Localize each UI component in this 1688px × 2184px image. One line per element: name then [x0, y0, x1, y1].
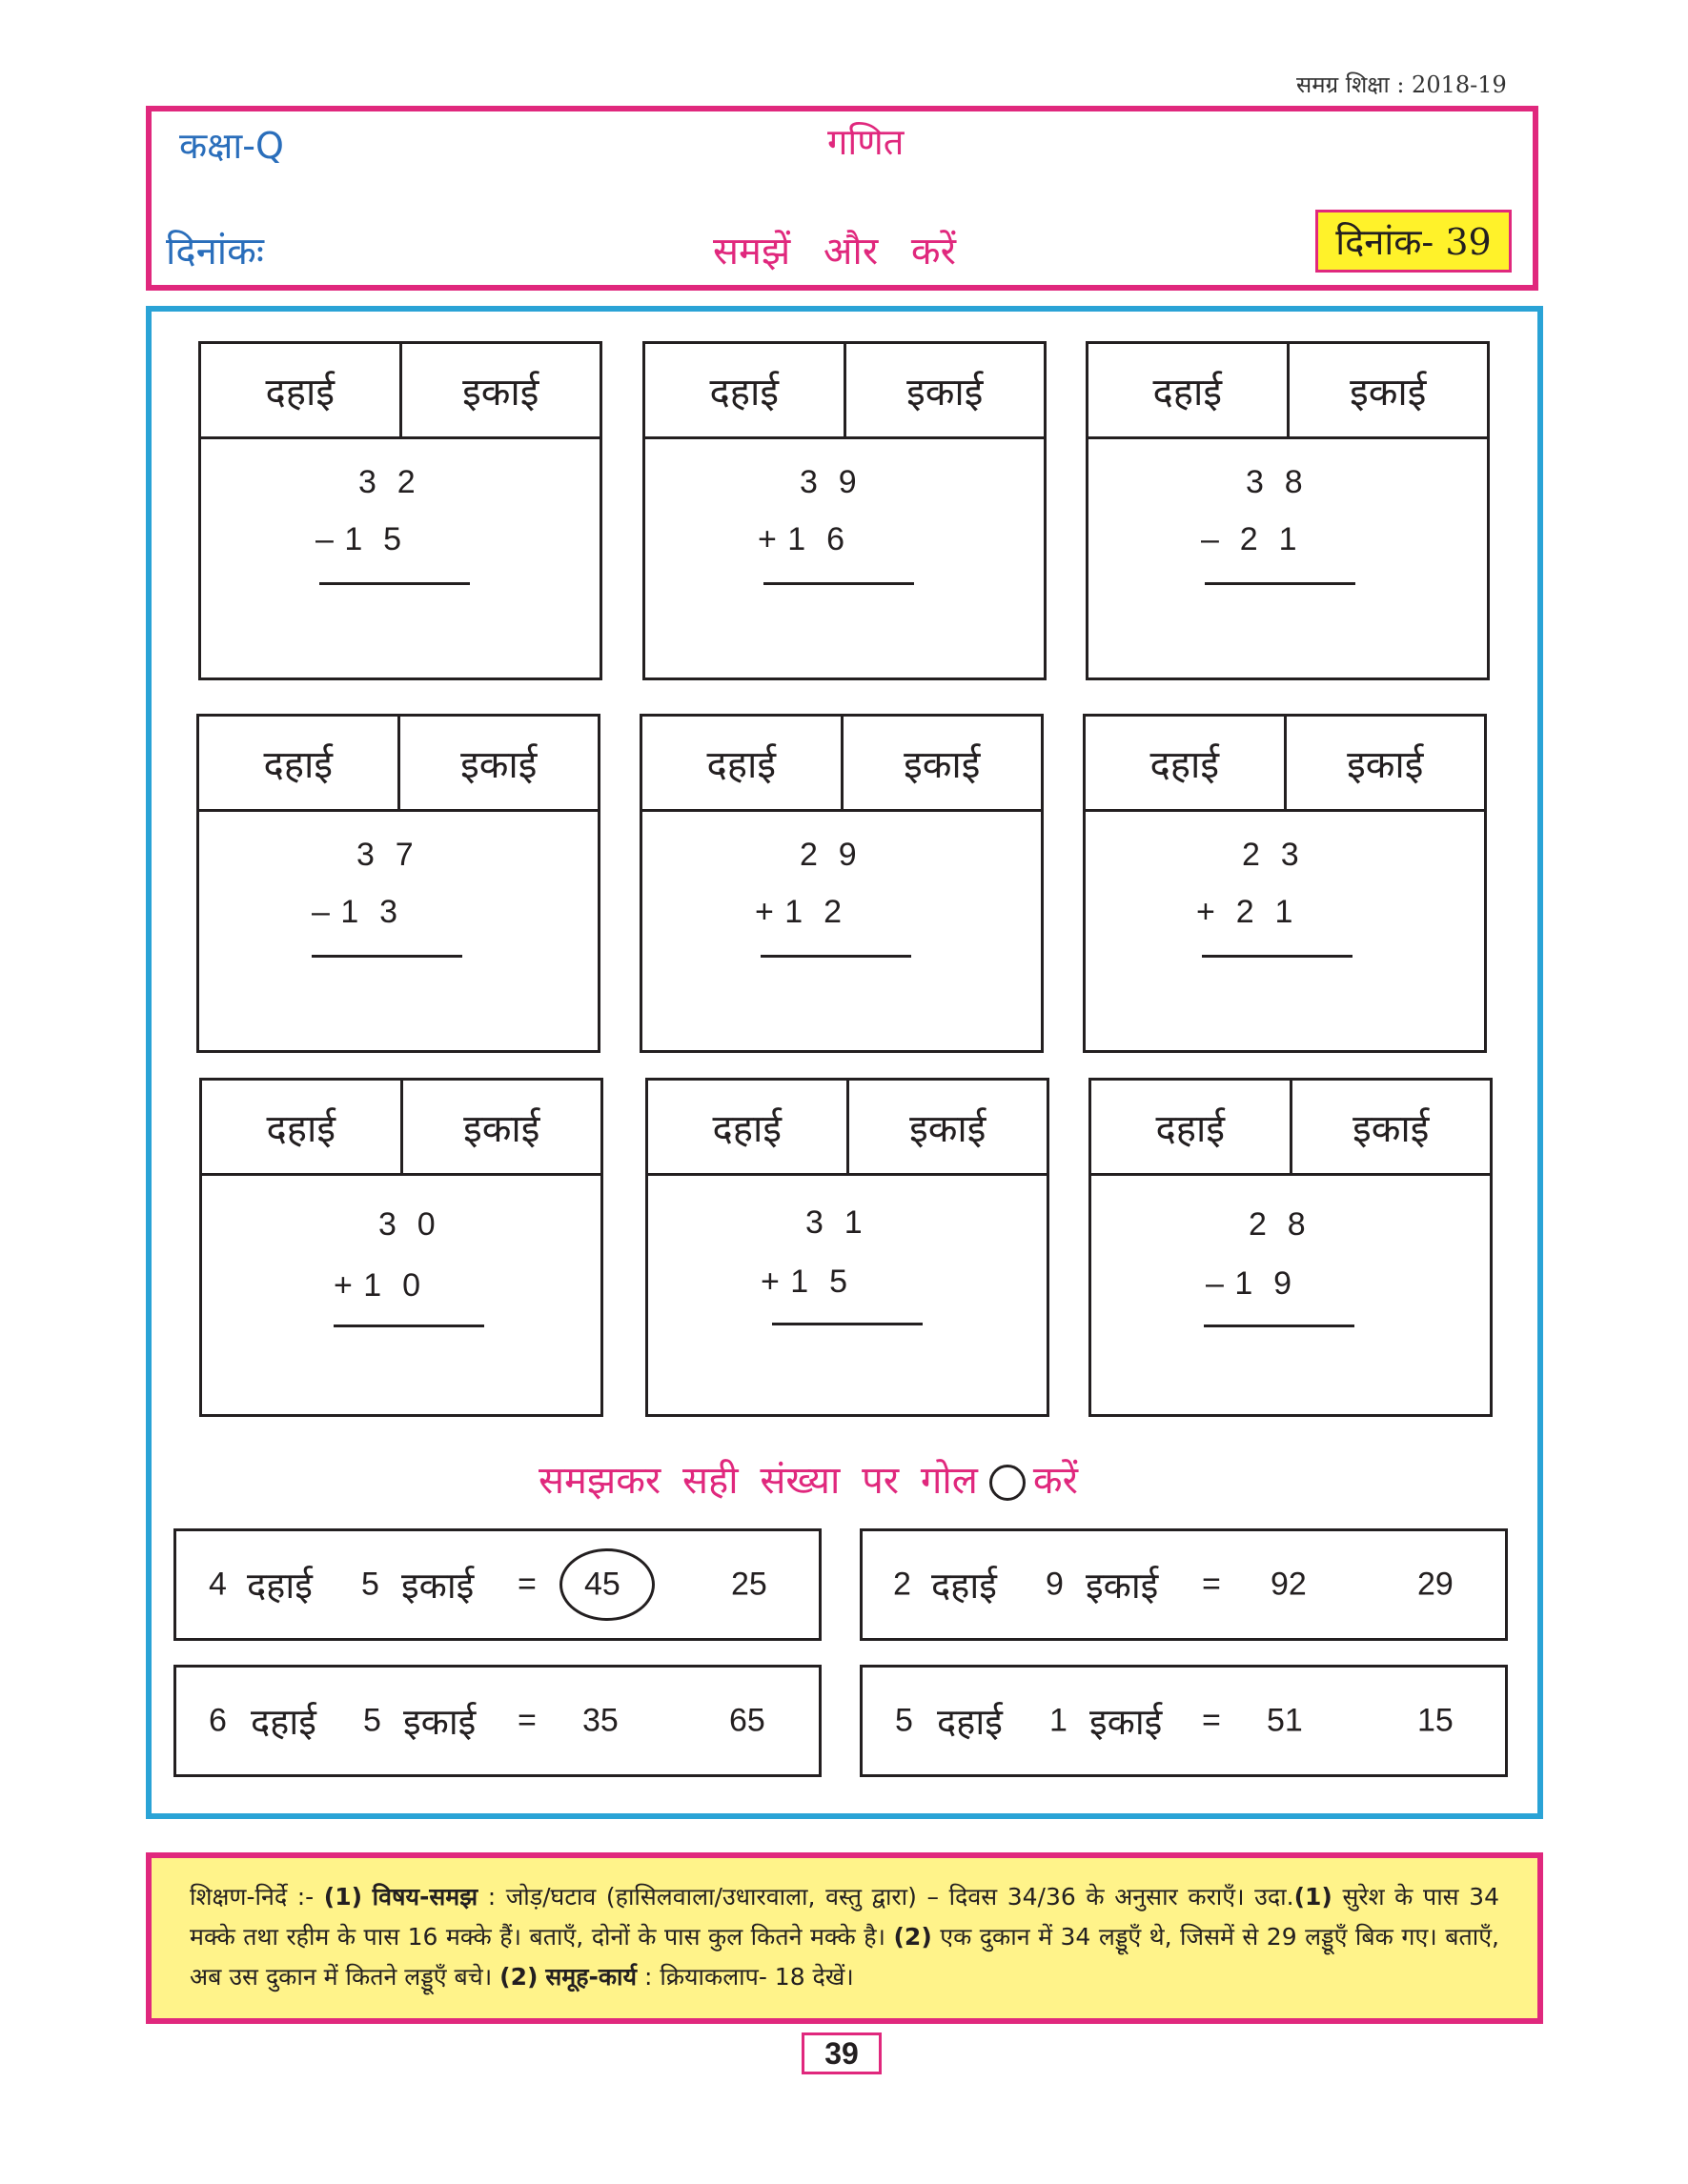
ones-word: इकाई: [403, 1701, 477, 1743]
ones-number: 5: [363, 1702, 381, 1739]
problem-box: [198, 341, 602, 680]
circle-icon: [989, 1465, 1026, 1501]
problem-box: [642, 341, 1047, 680]
place-value-header: [1086, 717, 1484, 812]
equals-sign: =: [1202, 1566, 1221, 1603]
answer-line: [763, 582, 914, 585]
tens-number: 2: [893, 1566, 911, 1603]
instruction-suffix: करें: [1032, 1459, 1078, 1503]
tens-header: दहाई: [201, 344, 402, 436]
answer-option-2[interactable]: 25: [731, 1566, 767, 1603]
place-value-header: [201, 344, 600, 439]
problem-top-number: 3 7: [356, 837, 415, 873]
problem-top-number: 3 0: [378, 1206, 437, 1243]
problem-top-number: 2 3: [1242, 837, 1300, 873]
answer-line: [319, 582, 470, 585]
subject-title: गणित: [827, 121, 905, 163]
note-example-number: (1): [1293, 1883, 1332, 1911]
tens-number: 4: [209, 1566, 227, 1603]
note-point-text: : क्रियाकलाप- 18 देखें।: [643, 1963, 854, 1991]
ones-number: 9: [1046, 1566, 1064, 1603]
date-label: दिनांकः: [166, 230, 264, 273]
tens-word: दहाई: [931, 1565, 997, 1607]
series-label: समग्र शिक्षा : 2018-19: [1296, 71, 1507, 98]
answer-option-1[interactable]: 45: [584, 1566, 620, 1603]
place-value-header: [648, 1081, 1047, 1176]
equals-sign: =: [1202, 1702, 1221, 1739]
circle-question: [860, 1665, 1508, 1777]
place-value-header: [199, 717, 598, 812]
answer-line: [1204, 1325, 1354, 1327]
problem-box: [645, 1078, 1049, 1417]
problem-operand: – 1 5: [315, 521, 403, 557]
note-point-number: (2): [893, 1923, 932, 1951]
tens-header: दहाई: [1091, 1081, 1292, 1173]
ones-header: इकाई: [1350, 371, 1427, 415]
answer-option-2[interactable]: 15: [1417, 1702, 1454, 1739]
problem-box: [640, 714, 1044, 1053]
note-point-title: विषय-समझ: [372, 1883, 478, 1911]
answer-line: [1202, 955, 1352, 958]
note-point-number: (1): [323, 1883, 363, 1911]
problem-top-number: 2 8: [1249, 1206, 1307, 1243]
problem-operand: – 1 3: [312, 894, 399, 930]
problem-operand: + 1 2: [755, 894, 844, 930]
problem-operand: – 1 9: [1206, 1265, 1293, 1302]
ones-header: इकाई: [1352, 1107, 1430, 1151]
problem-top-number: 3 2: [358, 464, 417, 500]
tens-header: दहाई: [1086, 717, 1287, 809]
tens-header: दहाई: [202, 1081, 403, 1173]
problem-box: [1086, 341, 1490, 680]
answer-option-1[interactable]: 51: [1267, 1702, 1303, 1739]
ones-word: इकाई: [1089, 1701, 1163, 1743]
equals-sign: =: [518, 1566, 537, 1603]
note-example-text: सुरेश के पास 34 मक्के तथा रहीम के पास 16 मक्के हैं। बताएँ, दोनों के पास कुल कितने मक्के है।: [190, 1883, 1499, 1951]
tens-header: दहाई: [1088, 344, 1290, 436]
instruction-heading: [539, 1452, 1078, 1505]
day-badge: दिनांक- 39: [1315, 210, 1512, 273]
problem-operand: + 1 0: [334, 1267, 422, 1304]
place-value-header: [642, 717, 1041, 812]
problem-top-number: 3 1: [805, 1204, 864, 1241]
note-point-number: (2): [499, 1963, 539, 1991]
ones-header: इकाई: [909, 1107, 986, 1151]
tens-header: दहाई: [642, 717, 844, 809]
answer-line: [772, 1323, 923, 1325]
problem-top-number: 2 9: [800, 837, 858, 873]
circle-question: [173, 1665, 822, 1777]
note-example-text: एक दुकान में 34 लड्डूएँ थे, जिसमें से 29 लड्डूएँ बिक गए। बताएँ, अब उस दुकान में कितने लड्डूएँ बचे।: [190, 1923, 1500, 1991]
ones-header: इकाई: [904, 743, 981, 787]
problem-box: [1083, 714, 1487, 1053]
note-label: शिक्षण-निर्दे :-: [190, 1883, 315, 1911]
answer-line: [761, 955, 911, 958]
problem-box: [199, 1078, 603, 1417]
problem-box: [196, 714, 600, 1053]
note-point-title: समूह-कार्य: [545, 1963, 638, 1991]
answer-line: [312, 955, 462, 958]
ones-header: इकाई: [463, 1107, 540, 1151]
problem-box: [1088, 1078, 1493, 1417]
tens-word: दहाई: [937, 1701, 1003, 1743]
ones-header: इकाई: [906, 371, 984, 415]
answer-option-1[interactable]: 35: [582, 1702, 619, 1739]
circle-question: [860, 1528, 1508, 1641]
problem-operand: – 2 1: [1201, 521, 1298, 557]
ones-header: इकाई: [1347, 743, 1424, 787]
ones-number: 1: [1049, 1702, 1068, 1739]
answer-line: [334, 1325, 484, 1327]
place-value-header: [1091, 1081, 1490, 1176]
place-value-header: [645, 344, 1044, 439]
page-number: 39: [802, 2032, 882, 2074]
ones-word: इकाई: [1086, 1565, 1159, 1607]
problem-top-number: 3 9: [800, 464, 858, 500]
answer-line: [1205, 582, 1355, 585]
problem-top-number: 3 8: [1246, 464, 1304, 500]
note-point-text: : जोड़/घटाव (हासिलवाला/उधारवाला, वस्तु द्वारा) – दिवस 34/36 के अनुसार कराएँ। उदा.: [487, 1883, 1294, 1911]
circle-question: [173, 1528, 822, 1641]
teaching-note: [146, 1852, 1543, 2024]
ones-header: इकाई: [462, 371, 539, 415]
page-tagline: समझें और करें: [713, 230, 956, 273]
problem-operand: + 1 5: [761, 1264, 849, 1300]
problem-operand: + 1 6: [758, 521, 846, 557]
answer-option-2[interactable]: 29: [1417, 1566, 1454, 1603]
class-label: कक्षा-Q: [179, 125, 284, 167]
answer-option-1[interactable]: 92: [1271, 1566, 1307, 1603]
place-value-header: [202, 1081, 600, 1176]
tens-header: दहाई: [645, 344, 846, 436]
instruction-text: समझकर सही संख्या पर गोल: [539, 1459, 978, 1503]
tens-header: दहाई: [199, 717, 400, 809]
tens-header: दहाई: [648, 1081, 849, 1173]
ones-word: इकाई: [401, 1565, 475, 1607]
tens-number: 6: [209, 1702, 227, 1739]
answer-option-2[interactable]: 65: [729, 1702, 765, 1739]
tens-word: दहाई: [247, 1565, 313, 1607]
tens-number: 5: [895, 1702, 913, 1739]
problem-operand: + 2 1: [1196, 894, 1294, 930]
ones-header: इकाई: [460, 743, 538, 787]
ones-number: 5: [361, 1566, 379, 1603]
place-value-header: [1088, 344, 1487, 439]
equals-sign: =: [518, 1702, 537, 1739]
tens-word: दहाई: [251, 1701, 316, 1743]
